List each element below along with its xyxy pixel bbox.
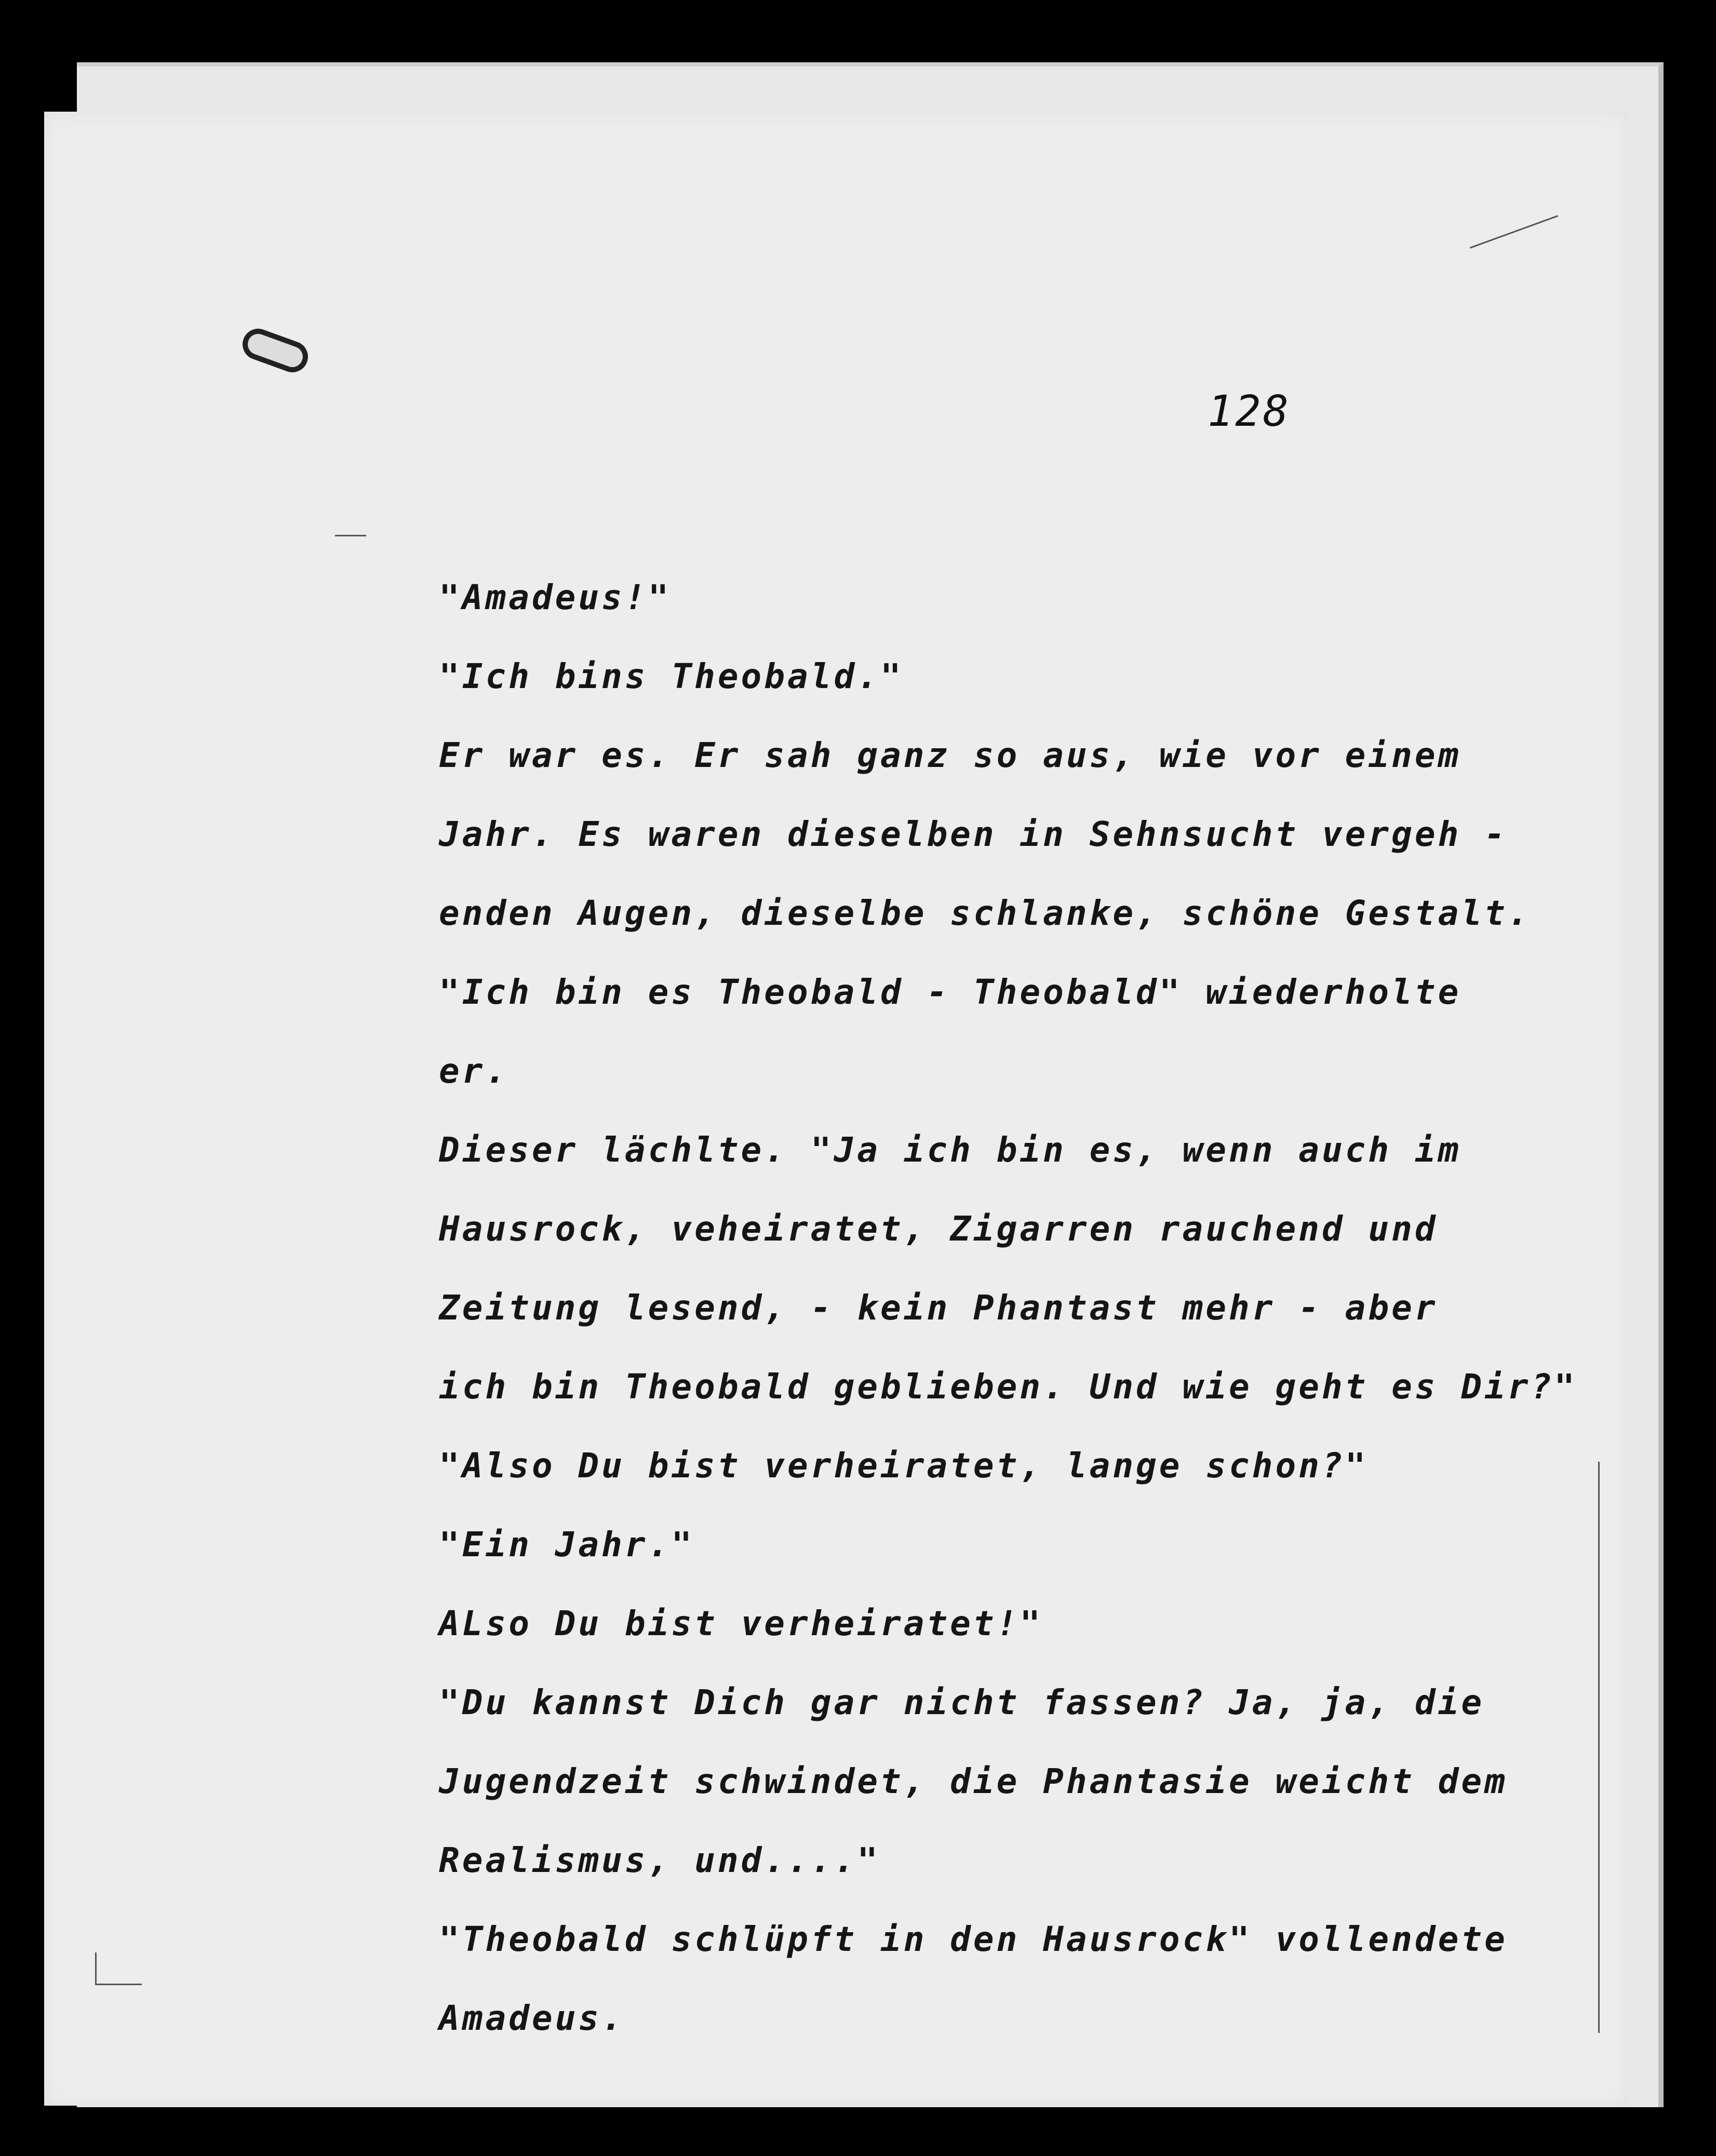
typewritten-page — [44, 112, 1628, 2106]
pencil-mark — [335, 535, 366, 536]
text-line: "Ich bin es Theobald - Theobald" wiederholte — [439, 972, 1462, 1012]
pencil-mark — [95, 1984, 142, 1985]
text-line: Zeitung lesend, - kein Phantast mehr - aber — [439, 1288, 1438, 1328]
paper-clip-icon — [238, 325, 313, 377]
text-line: "Ich bins Theobald." — [439, 656, 904, 696]
text-line: Jugendzeit schwindet, die Phantasie weicht dem — [439, 1761, 1508, 1801]
pencil-mark — [1470, 215, 1558, 248]
text-line: enden Augen, dieselbe schlanke, schöne Gestalt. — [439, 893, 1531, 933]
text-line: Hausrock, veheiratet, Zigarren rauchend und — [439, 1209, 1438, 1249]
text-line: ich bin Theobald geblieben. Und wie geht es Dir?" — [439, 1367, 1578, 1407]
text-line: Amadeus. — [439, 1998, 625, 2038]
page-number: 128 — [1207, 387, 1291, 436]
text-line: "Du kannst Dich gar nicht fassen? Ja, ja, die — [439, 1682, 1485, 1722]
text-line: "Also Du bist verheiratet, lange schon?" — [439, 1446, 1369, 1486]
text-line: "Ein Jahr." — [439, 1525, 695, 1565]
text-line: Jahr. Es waren dieselben in Sehnsucht vergeh - — [439, 814, 1508, 854]
text-line: "Amadeus!" — [439, 577, 672, 617]
text-line: Realismus, und...." — [439, 1840, 880, 1880]
text-line: "Theobald schlüpft in den Hausrock" vollendete — [439, 1919, 1508, 1959]
text-line: Dieser lächlte. "Ja ich bin es, wenn auch im — [439, 1130, 1462, 1170]
text-line: ALso Du bist verheiratet!" — [439, 1603, 1043, 1643]
pencil-mark — [95, 1952, 97, 1984]
text-line: er. — [439, 1051, 509, 1091]
body-text — [439, 558, 1633, 2058]
text-line: Er war es. Er sah ganz so aus, wie vor einem — [439, 735, 1462, 775]
